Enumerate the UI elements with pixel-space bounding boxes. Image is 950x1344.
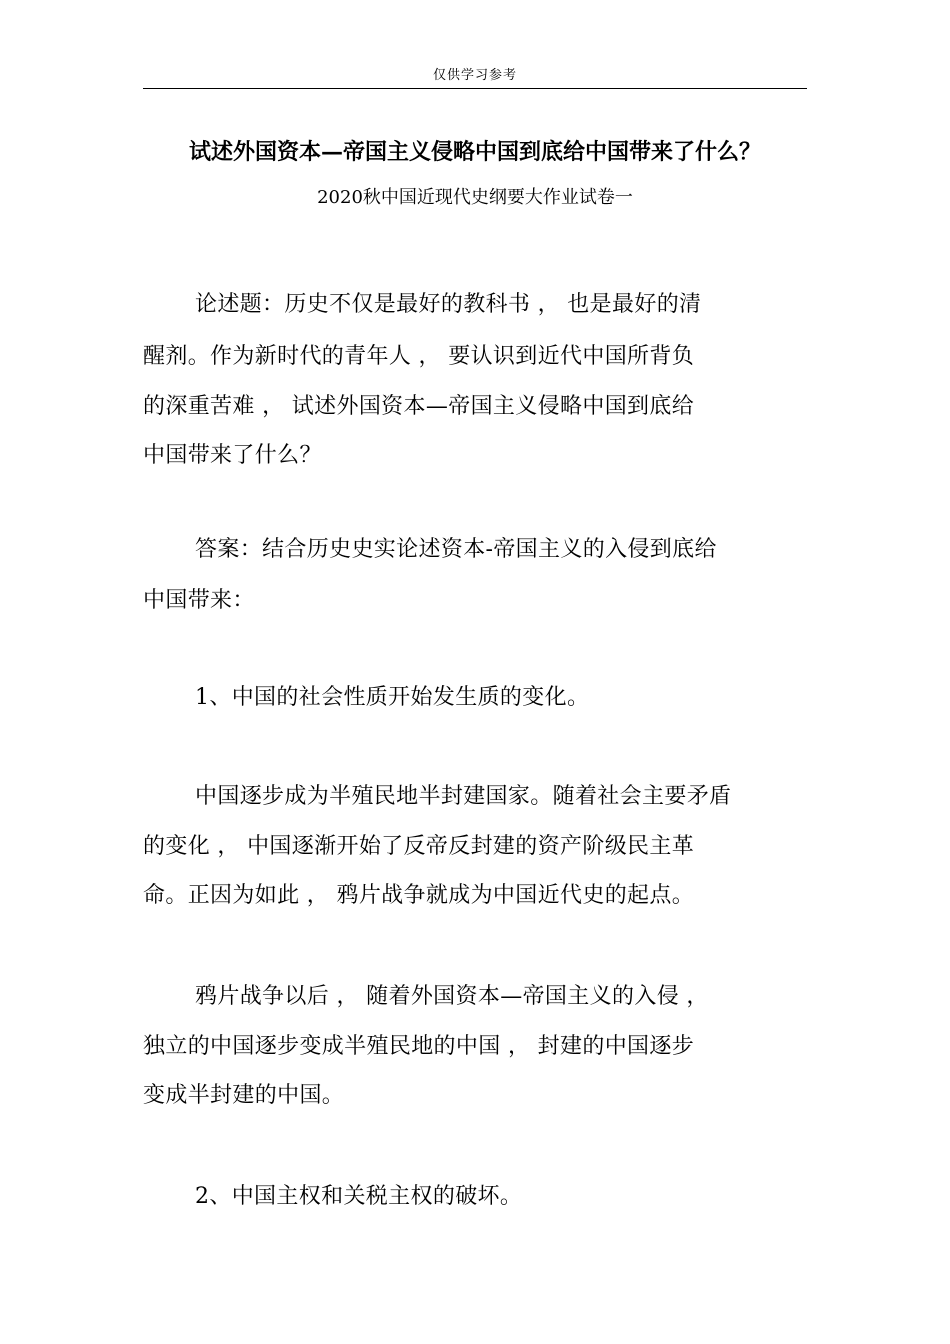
paragraph-line: 命。正因为如此 ， 鸦片战争就成为中国近代史的起点。: [143, 883, 695, 908]
paragraph-line: 中国带来了什么？: [143, 443, 322, 468]
paragraph-line: 的变化 ， 中国逐渐开始了反帝反封建的资产阶级民主革: [143, 834, 695, 859]
paragraph-line: 答案：结合历史史实论述资本-帝国主义的入侵到底给: [195, 537, 717, 562]
document-subtitle: 2020秋中国近现代史纲要大作业试卷一: [317, 187, 633, 208]
paragraph-line: 的深重苦难 ， 试述外国资本—帝国主义侵略中国到底给: [143, 394, 695, 419]
page-header: [143, 66, 807, 89]
document-title: 试述外国资本—帝国主义侵略中国到底给中国带来了什么？: [188, 139, 761, 165]
paragraph-line: 1、中国的社会性质开始发生质的变化。: [195, 685, 590, 710]
paragraph-line: 中国逐步成为半殖民地半封建国家。随着社会主要矛盾: [195, 784, 732, 809]
header-text: 仅供学习参考: [432, 68, 517, 83]
paragraph-line: 论述题：历史不仅是最好的教科书 ， 也是最好的清: [195, 292, 702, 317]
paragraph-line: 变成半封建的中国。: [143, 1083, 345, 1108]
paragraph-line: 独立的中国逐步变成半殖民地的中国 ， 封建的中国逐步: [143, 1034, 695, 1059]
paragraph-line: 鸦片战争以后 ， 随着外国资本—帝国主义的入侵 ，: [195, 984, 709, 1009]
paragraph-line: 醒剂。作为新时代的青年人 ， 要认识到近代中国所背负: [143, 344, 695, 369]
paragraph-line: 中国带来：: [143, 588, 255, 613]
paragraph-line: 2、中国主权和关税主权的破坏。: [195, 1184, 523, 1209]
